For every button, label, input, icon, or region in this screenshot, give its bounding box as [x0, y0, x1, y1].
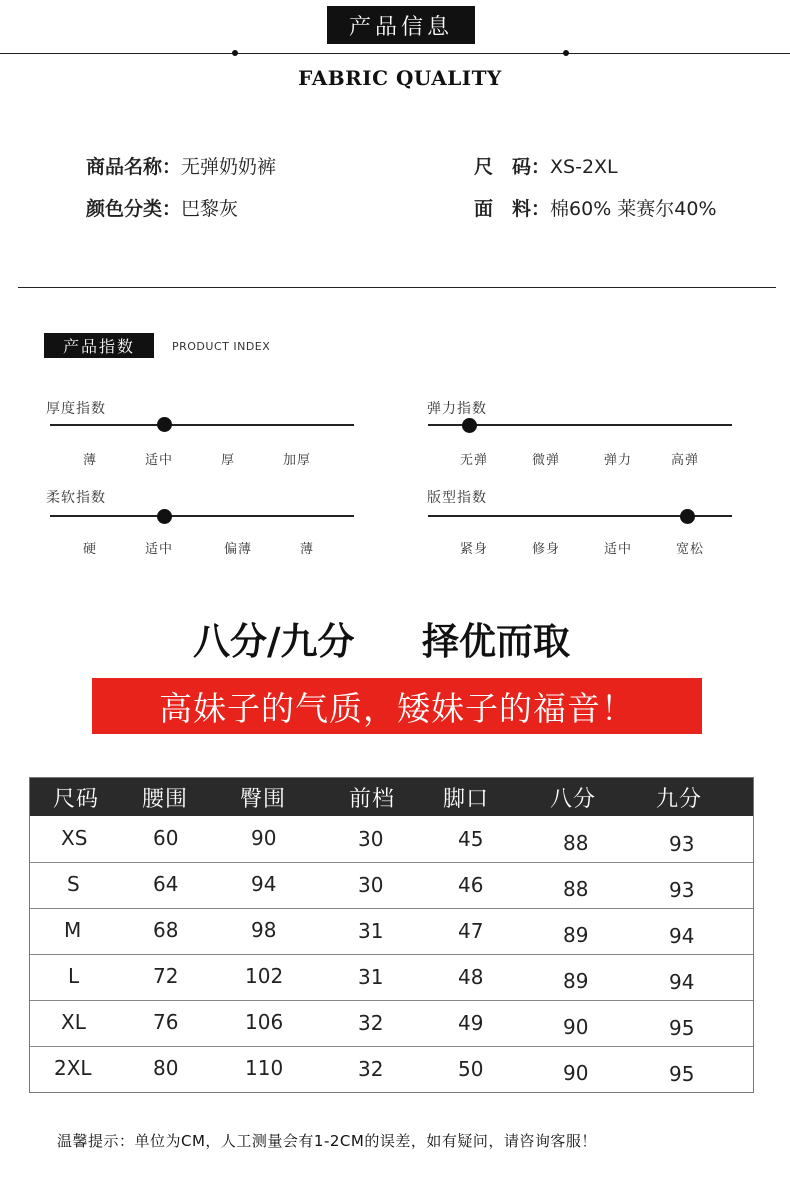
headline-choose-best: 择优而取 [422, 620, 570, 663]
table-cell: 106 [245, 1010, 284, 1034]
table-cell: 89 [563, 969, 589, 993]
table-cell: 49 [458, 1011, 484, 1035]
table-row [30, 954, 753, 1001]
table-cell: 45 [458, 827, 484, 851]
gauge-softness-marker [157, 509, 172, 524]
gauge-fit-marker [680, 509, 695, 524]
product-index-title: 产品指数 [44, 333, 154, 358]
gauge-elasticity-label: 微弹 [531, 453, 560, 468]
table-cell: 90 [251, 826, 277, 850]
table-cell: L [68, 964, 80, 988]
product-size-key: 尺 码： [474, 156, 551, 178]
table-cell: 64 [153, 872, 179, 896]
table-cell: 60 [153, 826, 179, 850]
slogan-banner: 高妹子的气质，矮妹子的福音！ [92, 678, 702, 734]
table-cell: 88 [563, 877, 589, 901]
gauge-fit-label: 适中 [603, 542, 632, 557]
gauge-fit-label: 宽松 [675, 542, 704, 557]
table-cell: 80 [153, 1056, 179, 1080]
gauge-thickness-line [50, 424, 354, 426]
table-cell: S [67, 872, 80, 896]
table-header-cell: 九分 [656, 787, 703, 812]
table-cell: 93 [669, 832, 695, 856]
table-row [30, 816, 753, 863]
gauge-fit-label: 修身 [531, 542, 560, 557]
table-cell: 98 [251, 918, 277, 942]
table-cell: 88 [563, 831, 589, 855]
gauge-fit-label: 紧身 [459, 542, 488, 557]
table-cell: 32 [358, 1011, 384, 1035]
gauge-thickness-label: 适中 [144, 453, 173, 468]
table-cell: XS [61, 826, 88, 850]
headline-length-options: 八分/九分 [193, 620, 355, 663]
table-cell: 102 [245, 964, 284, 988]
gauge-thickness-marker [157, 417, 172, 432]
divider-dot-right [563, 50, 569, 56]
size-table [29, 777, 754, 1093]
fabric-quality-title: FABRIC QUALITY [298, 66, 502, 90]
table-cell: 50 [458, 1057, 484, 1081]
gauge-softness-line [50, 515, 354, 517]
table-cell: 31 [358, 919, 384, 943]
gauge-elasticity-label: 无弹 [459, 453, 488, 468]
table-cell: 94 [251, 872, 277, 896]
table-cell: M [64, 918, 82, 942]
table-cell: 89 [563, 923, 589, 947]
product-color-key: 颜色分类： [86, 198, 182, 220]
table-cell: 30 [358, 873, 384, 897]
table-cell: 76 [153, 1010, 179, 1034]
gauge-elasticity-label: 弹力 [603, 453, 632, 468]
table-cell: 110 [245, 1056, 284, 1080]
table-cell: 95 [669, 1016, 695, 1040]
product-name-value: 无弹奶奶裤 [181, 156, 277, 178]
gauge-elasticity-marker [462, 418, 477, 433]
info-divider [18, 287, 776, 288]
table-cell: 30 [358, 827, 384, 851]
product-color-value: 巴黎灰 [181, 198, 239, 220]
product-size-value: XS-2XL [550, 156, 618, 178]
table-header-cell: 臀围 [240, 787, 287, 812]
table-header-cell: 前档 [349, 787, 396, 812]
table-row [30, 1000, 753, 1047]
table-cell: 68 [153, 918, 179, 942]
table-cell: 94 [669, 924, 695, 948]
gauge-softness-label: 薄 [299, 542, 314, 557]
table-cell: 72 [153, 964, 179, 988]
gauge-softness-label: 硬 [82, 542, 97, 557]
table-cell: 48 [458, 965, 484, 989]
table-header-cell: 八分 [550, 787, 597, 812]
table-cell: 90 [563, 1015, 589, 1039]
table-header-cell: 腰围 [142, 787, 189, 812]
gauge-thickness-label: 厚 [220, 453, 235, 468]
table-cell: 46 [458, 873, 484, 897]
product-material-key: 面 料： [474, 198, 551, 220]
gauge-thickness-label: 薄 [82, 453, 97, 468]
table-cell: 95 [669, 1062, 695, 1086]
gauge-thickness-label: 加厚 [282, 453, 311, 468]
divider-dot-left [232, 50, 238, 56]
table-cell: 31 [358, 965, 384, 989]
measurement-note: 温馨提示：单位为CM，人工测量会有1-2CM的误差，如有疑问，请咨询客服！ [57, 1132, 597, 1150]
table-cell: 93 [669, 878, 695, 902]
size-table-header [30, 778, 753, 816]
product-name [86, 152, 276, 179]
table-cell: 2XL [54, 1056, 92, 1080]
gauge-fit-title: 版型指数 [427, 490, 487, 506]
product-material-value: 棉60% 莱赛尔40% [550, 198, 717, 220]
gauge-softness-title: 柔软指数 [46, 490, 106, 506]
product-material [474, 194, 717, 221]
table-cell: XL [61, 1010, 86, 1034]
gauge-softness-label: 适中 [144, 542, 173, 557]
table-row [30, 1046, 753, 1092]
gauge-softness-label: 偏薄 [223, 542, 252, 557]
table-header-cell: 脚口 [443, 787, 490, 812]
gauge-thickness-title: 厚度指数 [46, 401, 106, 417]
product-color [86, 194, 238, 221]
gauge-elasticity-label: 高弹 [670, 453, 699, 468]
product-size [474, 152, 618, 179]
product-name-key: 商品名称： [86, 156, 182, 178]
table-cell: 47 [458, 919, 484, 943]
table-cell: 32 [358, 1057, 384, 1081]
gauge-elasticity-title: 弹力指数 [427, 401, 487, 417]
table-row [30, 862, 753, 909]
table-cell: 90 [563, 1061, 589, 1085]
header-divider [0, 53, 790, 54]
section-title-product-info: 产品信息 [327, 6, 475, 44]
product-index-subtitle: PRODUCT INDEX [172, 340, 271, 353]
table-row [30, 908, 753, 955]
table-cell: 94 [669, 970, 695, 994]
table-header-cell: 尺码 [53, 787, 100, 812]
